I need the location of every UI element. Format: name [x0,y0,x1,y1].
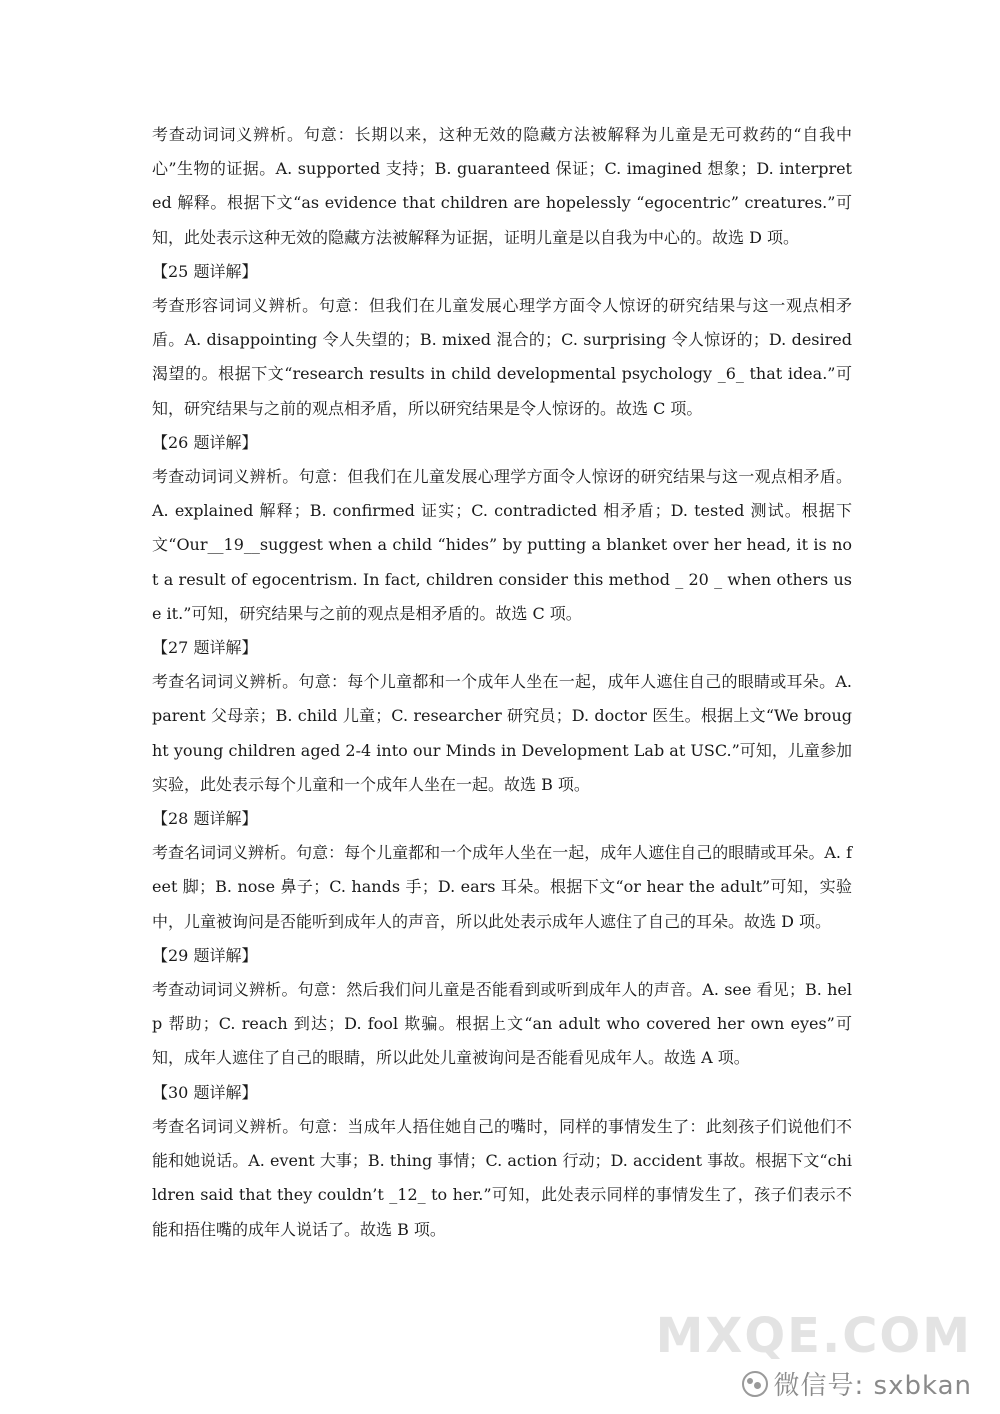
section-6-text: 考查名词词义辨析。句意：当成年人捂住她自己的嘴时，同样的事情发生了：此刻孩子们说他们不能和她说话。A. event 大事；B. thing 事情；C. action 行动；D. accident 事故。根据下文“children said that they couldn’t _12_ to her.”可知，此处表示同样的事情发生了，孩子们表示不能和捂住嘴的成年人说话了。故选 B 项。 [152,1116,852,1239]
section-5-heading: 【29 题详解】 [152,945,258,965]
section-3-text: 考查名词词义辨析。句意：每个儿童都和一个成年人坐在一起，成年人遮住自己的眼睛或耳朵。A. parent 父母亲；B. child 儿童；C. researcher 研究员；D. doctor 医生。根据上文“We brought young children aged 2-4 into our Minds in Development Lab at USC.”可知，儿童参加实验，此处表示每个儿童和一个成年人坐在一起。故选 B 项。 [152,672,852,794]
section-0-text: 考查动词词义辨析。句意：长期以来，这种无效的隐藏方法被解释为儿童是无可救药的“自我中心”生物的证据。A. supported 支持；B. guaranteed 保证；C. imagined 想象；D. interpreted 解释。根据下文“as evidence that children are hopelessly “egocentric” creatures.”可知，此处表示这种无效的隐藏方法被解释为证据，证明儿童是以自我为中心的。故选 D 项。 [152,125,852,247]
document-body [152,118,852,1247]
section-6-heading: 【30 题详解】 [152,1082,258,1102]
section-2-heading: 【26 题详解】 [152,432,258,452]
section-2-text: 考查动词词义辨析。句意：但我们在儿童发展心理学方面令人惊讶的研究结果与这一观点相矛盾。A. explained 解释；B. confirmed 证实；C. contradicted 相矛盾；D. tested 测试。根据下文“Our__19__suggest when a child “hides” by putting a blanket over her head, it is not a result of egocentrism. In fact, children consider this method _ 20 _ when others use it.”可知，研究结果与之前的观点是相矛盾的。故选 C 项。 [152,467,852,623]
section-5-text: 考查动词词义辨析。句意：然后我们问儿童是否能看到或听到成年人的声音。A. see 看见；B. help 帮助；C. reach 到达；D. fool 欺骗。根据上文“an adult who covered her own eyes”可知，成年人遮住了自己的眼睛，所以此处儿童被询问是否能看见成年人。故选 A 项。 [152,980,852,1068]
watermark [742,1365,972,1402]
watermark-site: MXQE.COM [655,1308,972,1364]
section-1-heading: 【25 题详解】 [152,261,258,281]
section-4-text: 考查名词词义辨析。句意：每个儿童都和一个成年人坐在一起，成年人遮住自己的眼睛或耳朵。A. feet 脚；B. nose 鼻子；C. hands 手；D. ears 耳朵。根据下文“or hear the adult”可知，实验中，儿童被询问是否能听到成年人的声音，所以此处表示成年人遮住了自己的耳朵。故选 D 项。 [152,843,852,931]
watermark-label: 微信号: sxbkan [773,1371,972,1401]
section-1-text: 考查形容词词义辨析。句意：但我们在儿童发展心理学方面令人惊讶的研究结果与这一观点相矛盾。A. disappointing 令人失望的；B. mixed 混合的；C. surprising 令人惊讶的；D. desired 渴望的。根据下文“research results in child developmental psychology _6_ that idea.”可知，研究结果与之前的观点相矛盾，所以研究结果是令人惊讶的。故选 C 项。 [152,296,852,418]
wechat-icon [742,1371,768,1397]
section-3-heading: 【27 题详解】 [152,638,258,658]
section-4-heading: 【28 题详解】 [152,809,258,829]
